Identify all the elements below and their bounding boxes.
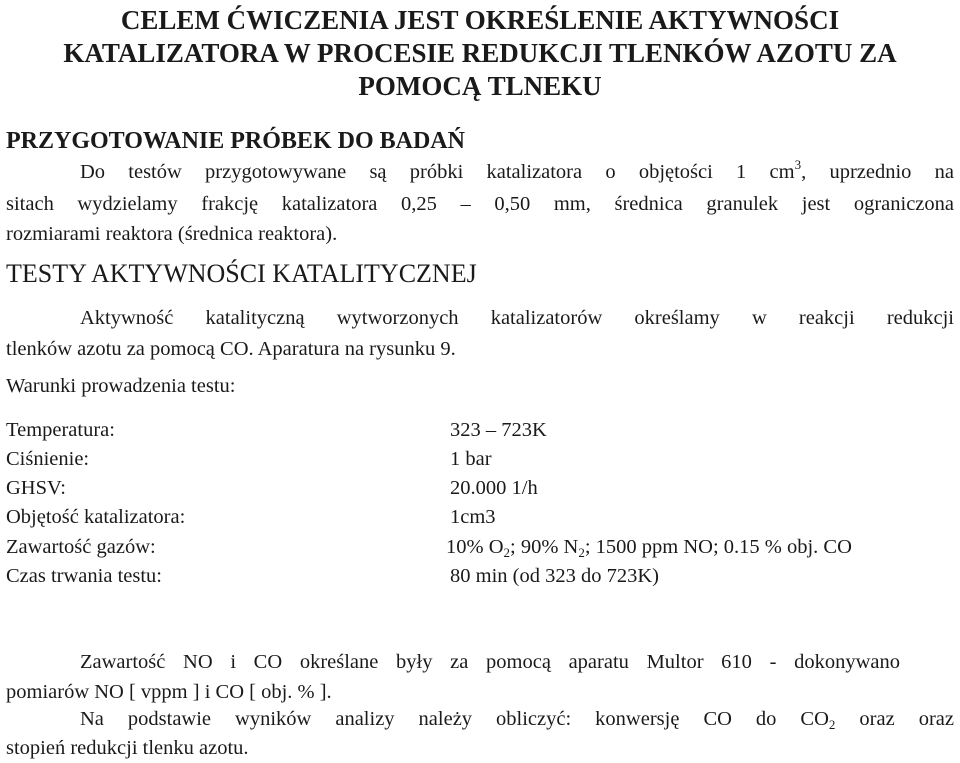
tests-paragraph-line-2: tlenków azotu za pomocą CO. Aparatura na rysunku 9. xyxy=(6,338,456,360)
prep-text-a: Do testów przygotowywane są próbki katalizatora o objętości 1 cm xyxy=(80,161,795,183)
condition-label: GHSV: xyxy=(6,477,66,499)
gas-n2-text: ; 90% N xyxy=(510,536,579,558)
condition-label: Temperatura: xyxy=(6,419,115,441)
prep-heading: PRZYGOTOWANIE PRÓBEK DO BADAŃ xyxy=(6,128,465,154)
prep-text-b: , uprzednio na xyxy=(801,161,954,183)
co2-subscript: 2 xyxy=(828,717,836,732)
conditions-heading: Warunki prowadzenia testu: xyxy=(6,375,236,397)
gas-composition-value xyxy=(446,533,852,562)
measurement-text-b: oraz oraz xyxy=(835,708,954,730)
condition-value: 1 bar xyxy=(450,448,492,470)
measurement-line-4: stopień redukcji tlenku azotu. xyxy=(6,737,249,759)
condition-value: 323 – 723K xyxy=(450,419,547,441)
page-title xyxy=(0,4,960,103)
cm3-superscript: 3 xyxy=(794,157,802,172)
condition-label: Czas trwania testu: xyxy=(6,565,162,587)
condition-value: 80 min (od 323 do 723K) xyxy=(450,565,659,587)
title-line-2: KATALIZATORA W PROCESIE REDUKCJI TLENKÓW AZOTU ZA xyxy=(63,38,897,68)
title-line-3: POMOCĄ TLNEKU xyxy=(358,71,602,101)
o2-subscript: 2 xyxy=(503,545,511,560)
condition-label: Objętość katalizatora: xyxy=(6,506,186,528)
prep-paragraph-line-1 xyxy=(80,158,954,187)
prep-paragraph-line-3: rozmiarami reaktora (średnica reaktora). xyxy=(6,223,338,245)
condition-label: Ciśnienie: xyxy=(6,448,90,470)
measurement-line-1: Zawartość NO i CO określane były za pomocą aparatu Multor 610 - dokonywano xyxy=(80,651,900,673)
n2-subscript: 2 xyxy=(578,545,585,560)
tests-paragraph-line-1: Aktywność katalityczną wytworzonych katalizatorów określamy w reakcji redukcji xyxy=(80,307,954,329)
gas-o2-text: 10% O xyxy=(446,536,504,558)
condition-label: Zawartość gazów: xyxy=(6,536,156,558)
prep-paragraph-line-2: sitach wydzielamy frakcję katalizatora 0,25 – 0,50 mm, średnica granulek jest ograniczona xyxy=(6,193,954,215)
title-line-1: CELEM ĆWICZENIA JEST OKREŚLENIE AKTYWNOŚCI xyxy=(120,5,840,35)
measurement-line-2: pomiarów NO [ vppm ] i CO [ obj. % ]. xyxy=(6,681,332,703)
measurement-text-a: Na podstawie wyników analizy należy obliczyć: konwersję CO do CO xyxy=(80,708,829,730)
gas-rest-text: ; 1500 ppm NO; 0.15 % obj. CO xyxy=(584,536,852,558)
condition-value: 1cm3 xyxy=(450,506,496,528)
condition-value: 20.000 1/h xyxy=(450,477,538,499)
measurement-line-3 xyxy=(80,705,954,734)
tests-heading: TESTY AKTYWNOŚCI KATALITYCZNEJ xyxy=(6,259,477,288)
